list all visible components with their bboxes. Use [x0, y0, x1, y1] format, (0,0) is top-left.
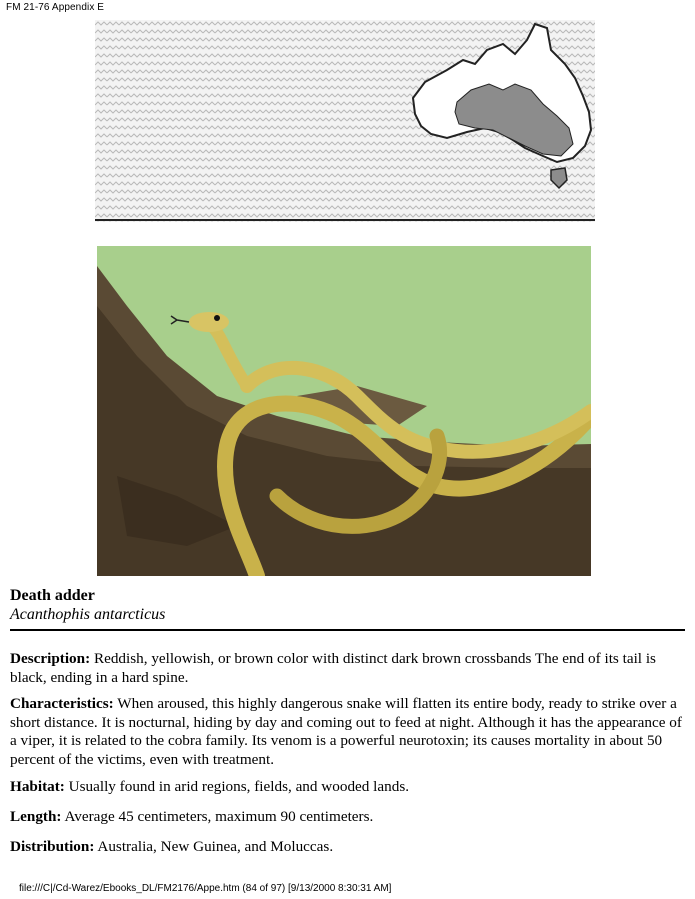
characteristics-text: When aroused, this highly dangerous snake will flatten its entire body, ready to strike over a short distance. It is nocturnal, hiding by day and coming out to feed at night. Although it has the appearance of a viper, it is related to the cobra family. Its venom is a powerful neurotoxin; its causes mortality in about 50 percent of the victims, even with treatment.: [10, 695, 682, 768]
species-common-name: Death adder: [10, 587, 95, 604]
snake-photograph: [97, 246, 591, 576]
description-paragraph: [10, 650, 682, 687]
distribution-paragraph: [10, 838, 682, 857]
characteristics-label: Characteristics:: [10, 695, 114, 712]
running-header: FM 21-76 Appendix E: [6, 2, 105, 13]
map-bottom-rule: [95, 219, 595, 221]
habitat-label: Habitat:: [10, 778, 65, 795]
length-label: Length:: [10, 808, 62, 825]
distribution-text: Australia, New Guinea, and Moluccas.: [97, 838, 334, 855]
habitat-text: Usually found in arid regions, fields, and wooded lands.: [68, 778, 410, 795]
habitat-paragraph: [10, 778, 682, 797]
length-paragraph: [10, 808, 682, 827]
australia-range-map: [95, 20, 595, 222]
section-divider: [10, 629, 685, 631]
description-text: Reddish, yellowish, or brown color with distinct dark brown crossbands The end of its tail is black, ending in a hard spine.: [10, 650, 656, 686]
distribution-label: Distribution:: [10, 838, 95, 855]
source-footer: file:///C|/Cd-Warez/Ebooks_DL/FM2176/Appe.htm (84 of 97) [9/13/2000 8:30:31 AM]: [19, 883, 392, 894]
length-text: Average 45 centimeters, maximum 90 centimeters.: [64, 808, 374, 825]
species-latin-name: Acanthophis antarcticus: [10, 606, 166, 623]
characteristics-paragraph: [10, 695, 682, 769]
description-label: Description:: [10, 650, 91, 667]
